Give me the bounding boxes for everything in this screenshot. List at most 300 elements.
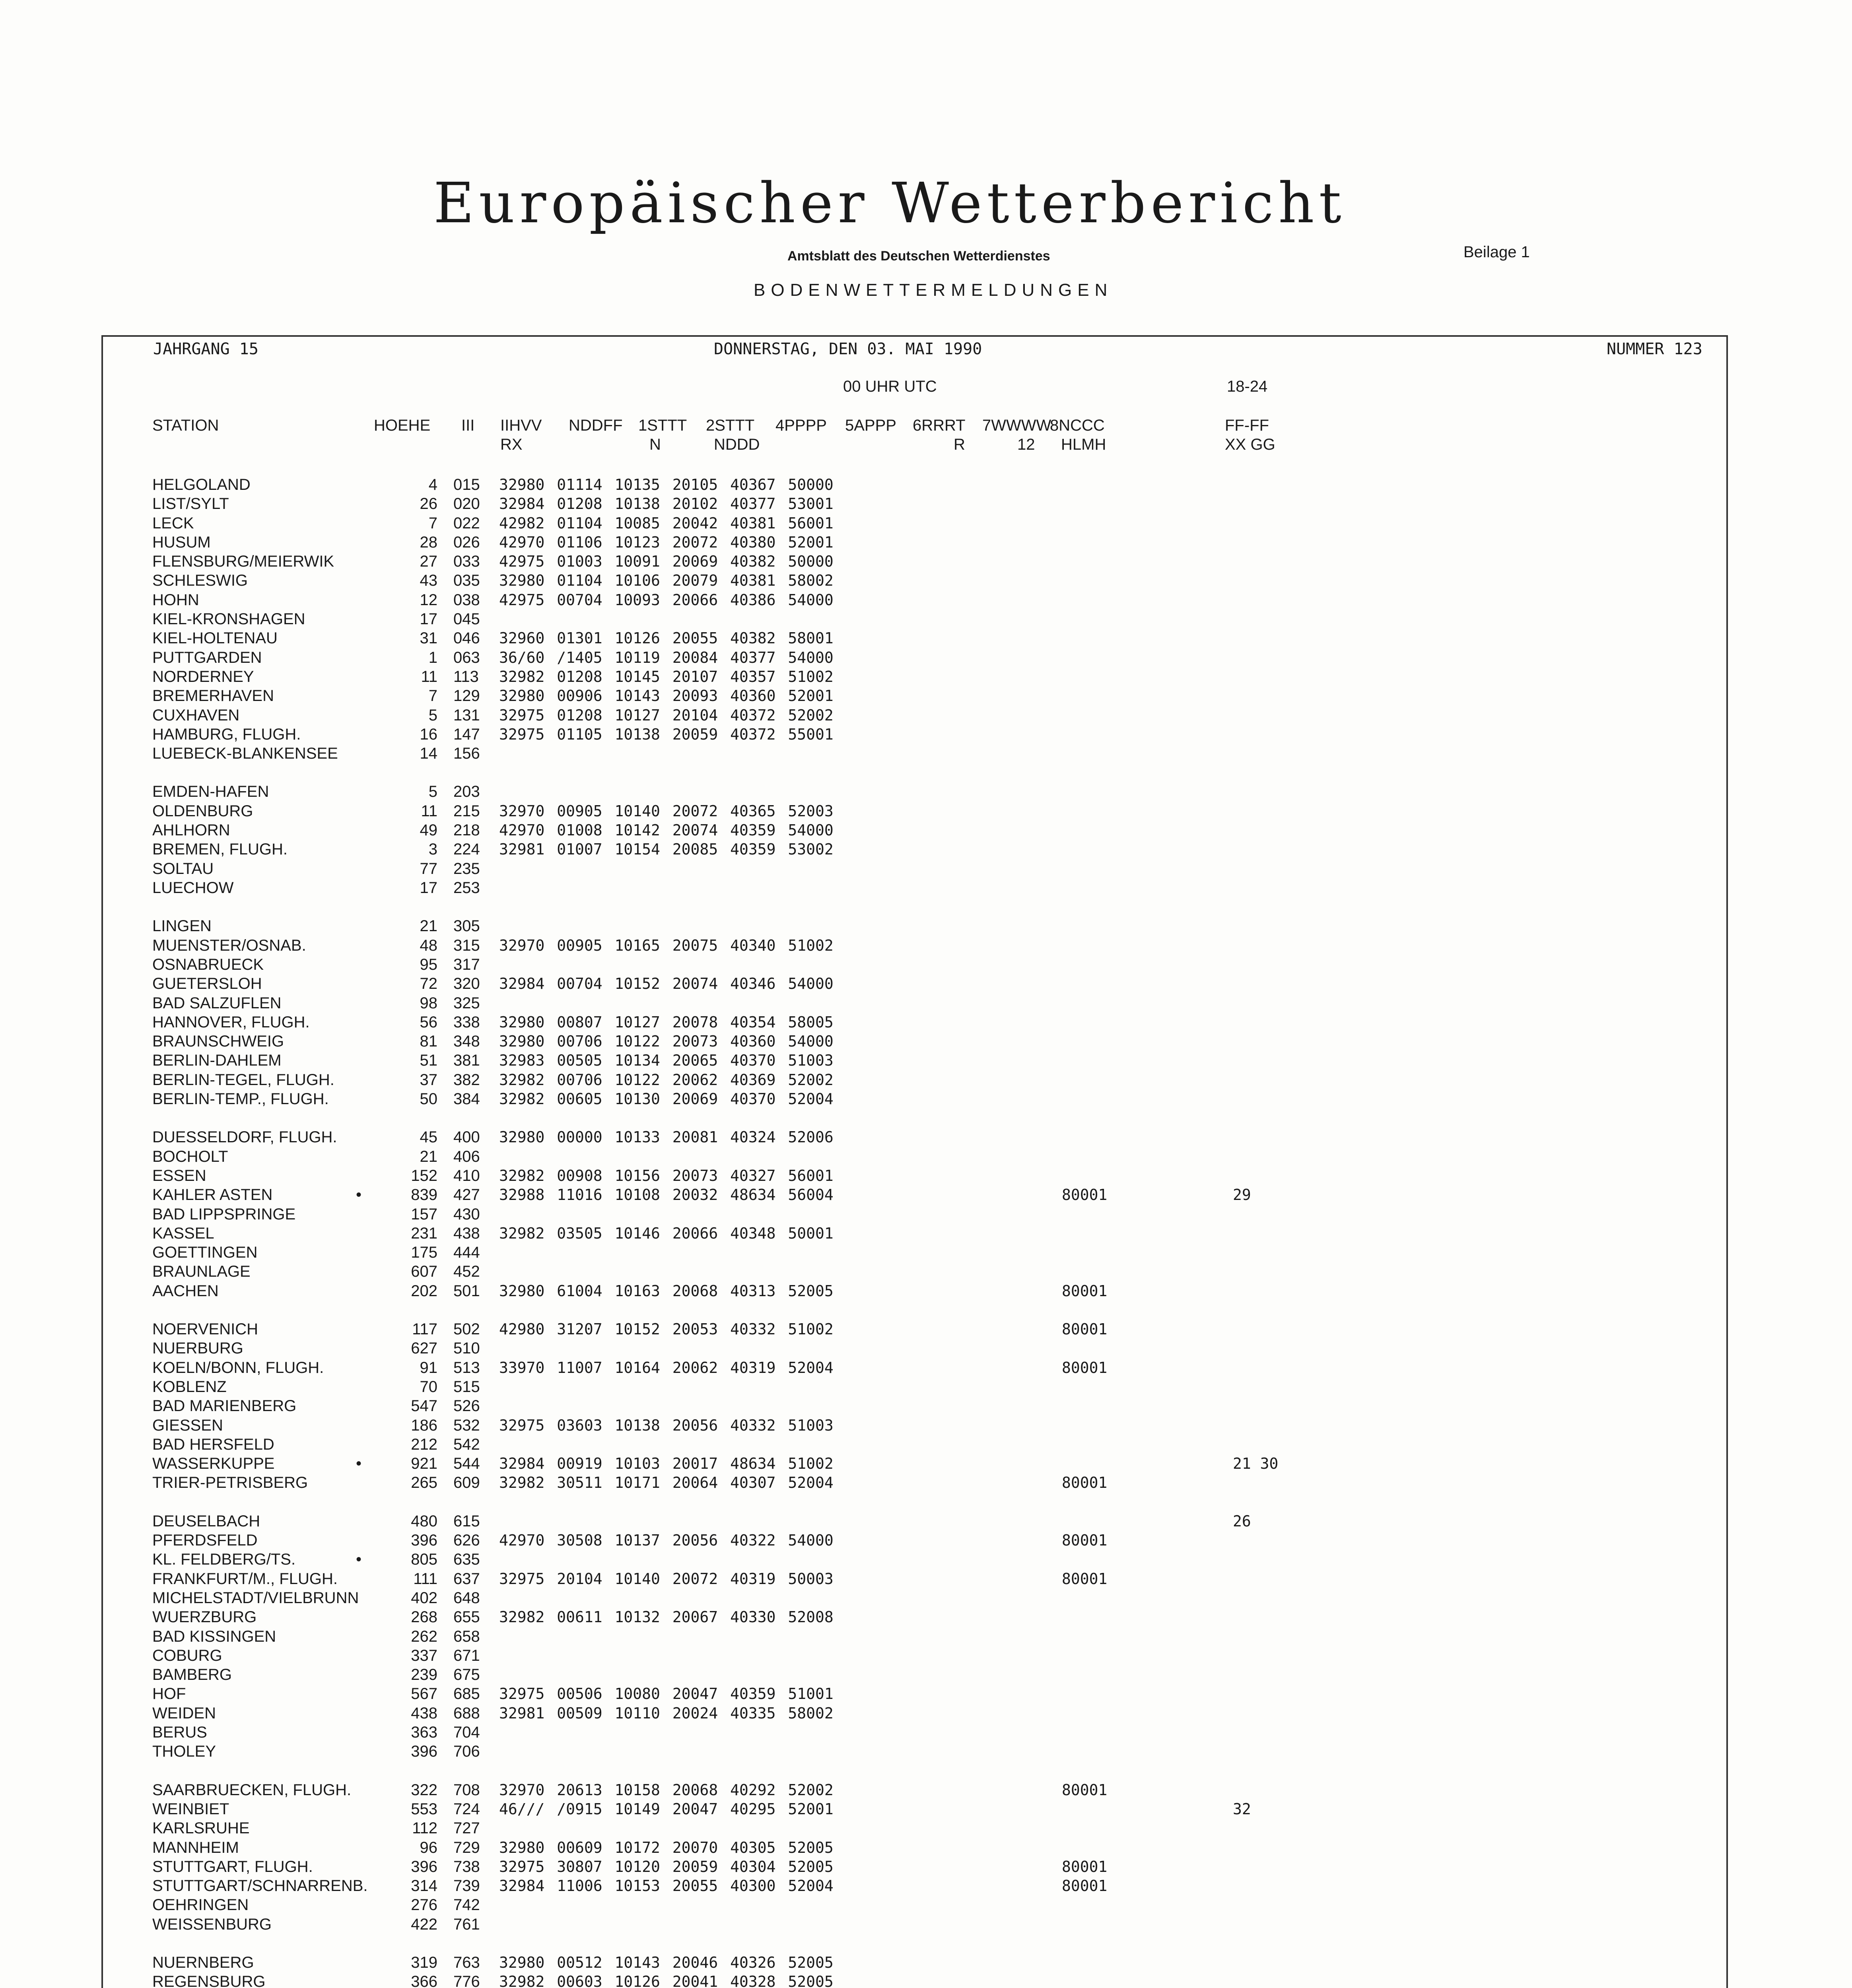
station-number: 742 [453,1896,480,1914]
jahrgang: JAHRGANG 15 [153,340,258,358]
station-name: KOBLENZ [152,1378,227,1396]
issue-number: NUMMER 123 [1607,340,1702,358]
synop-groups: 32982 00611 10132 20067 40330 52008 [499,1608,834,1626]
station-height: 28 [420,534,437,551]
station-height: 17 [420,610,437,628]
table-row [0,1166,1852,1185]
synop-groups: 32984 01208 10138 20102 40377 53001 [499,495,834,513]
station-number: 235 [453,860,480,878]
station-number: 685 [453,1685,480,1703]
table-row [0,1550,1852,1569]
station-number: 635 [453,1551,480,1568]
station-height: 319 [411,1954,437,1971]
col-hoehe: HOEHE [374,417,431,434]
station-name: BAD KISSINGEN [152,1628,276,1645]
synop-groups: 32982 00908 10156 20073 40327 56001 [499,1167,834,1184]
synop-groups: 42970 30508 10137 20056 40322 54000 [499,1532,834,1549]
station-number: 218 [453,821,480,839]
table-row [0,1915,1852,1934]
station-height: 157 [411,1206,437,1223]
station-height: 48 [420,937,437,954]
station-height: 81 [420,1033,437,1050]
synop-groups: 32981 00509 10110 20024 40335 58002 [499,1705,834,1722]
station-height: 396 [411,1532,437,1549]
station-number: 502 [453,1320,480,1338]
station-name: PUTTGARDEN [152,649,262,666]
station-number: 452 [453,1263,480,1280]
station-name: KARLSRUHE [152,1819,250,1837]
col-iihvv: IIHVV [500,417,542,434]
station-name: HELGOLAND [152,476,251,493]
station-number: 338 [453,1013,480,1031]
station-name: KAHLER ASTEN [152,1186,273,1204]
table-row [0,1665,1852,1684]
station-number: 320 [453,975,480,992]
table-row [0,1281,1852,1301]
station-name: WEIDEN [152,1705,216,1722]
station-height: 45 [420,1128,437,1146]
synop-groups: 42975 00704 10093 20066 40386 54000 [499,591,834,609]
station-number: 026 [453,534,480,551]
station-height: 112 [412,1819,437,1837]
station-number: 113 [453,668,479,685]
station-name: HUSUM [152,534,211,551]
station-height: 212 [411,1436,437,1453]
station-height: 16 [420,726,437,743]
col-nddff: NDDFF [569,417,623,434]
station-name: BAD SALZUFLEN [152,994,282,1012]
table-row [0,1953,1852,1972]
station-height: 51 [420,1052,437,1069]
table-row [0,1358,1852,1377]
station-height: 21 [420,1148,437,1165]
station-number: 315 [453,937,480,954]
station-name: MUENSTER/OSNAB. [152,937,306,954]
group-8nccc: 80001 [1062,1877,1108,1895]
station-name: BRAUNSCHWEIG [152,1033,284,1050]
table-row [0,648,1852,667]
station-number: 400 [453,1128,480,1146]
group-8nccc: 80001 [1062,1781,1108,1799]
synop-groups: 32970 20613 10158 20068 40292 52002 [499,1781,834,1799]
station-number: 129 [453,687,480,705]
station-height: 91 [420,1359,437,1376]
synop-groups: 32982 03505 10146 20066 40348 50001 [499,1225,834,1242]
gust-value: 29 [1233,1186,1251,1204]
table-row [0,1742,1852,1761]
synop-groups: 32982 01208 10145 20107 40357 51002 [499,668,834,685]
station-number: 724 [453,1800,480,1818]
station-height: 265 [411,1474,437,1491]
synop-groups: 32980 00512 10143 20046 40326 52005 [499,1954,834,1971]
table-row [0,1377,1852,1396]
col-hlmh: HLMH [1061,436,1106,453]
station-height: 839 [411,1186,437,1204]
col-n: N [649,436,661,453]
station-number: 438 [453,1225,480,1242]
station-name: NUERBURG [152,1340,243,1357]
table-row [0,552,1852,571]
station-number: 761 [453,1916,480,1933]
station-name: DEUSELBACH [152,1512,260,1530]
table-row [0,1051,1852,1070]
synop-groups: 32982 30511 10171 20064 40307 52004 [499,1474,834,1491]
station-number: 063 [453,649,480,666]
station-name: STUTTGART, FLUGH. [152,1858,313,1875]
table-row [0,1205,1852,1224]
station-number: 131 [453,707,480,724]
station-height: 7 [428,514,437,532]
group-8nccc: 80001 [1062,1474,1108,1491]
synop-groups: 32980 01114 10135 20105 40367 50000 [499,476,834,493]
station-number: 675 [453,1666,480,1683]
station-name: BERLIN-TEGEL, FLUGH. [152,1071,334,1089]
station-height: 366 [411,1973,437,1988]
col-12: 12 [1017,436,1035,453]
station-height: 175 [411,1244,437,1261]
station-number: 658 [453,1628,480,1645]
station-name: HOHN [152,591,199,609]
station-height: 7 [428,687,437,705]
gust-value: 26 [1233,1512,1251,1530]
station-height: 70 [420,1378,437,1396]
table-row [0,1876,1852,1895]
table-row [0,1147,1852,1166]
station-number: 224 [453,841,480,858]
synop-groups: 32975 01105 10138 20059 40372 55001 [499,726,834,743]
station-height: 186 [411,1417,437,1434]
table-row [0,936,1852,955]
station-height: 3 [428,841,437,858]
station-number: 427 [453,1186,480,1204]
table-row [0,1185,1852,1204]
station-number: 022 [453,514,480,532]
station-name: KIEL-KRONSHAGEN [152,610,305,628]
station-name: KIEL-HOLTENAU [152,629,278,647]
mountain-station-marker: • [356,1455,362,1472]
table-row [0,1569,1852,1588]
station-height: 239 [411,1666,437,1683]
table-row [0,1224,1852,1243]
station-number: 513 [453,1359,480,1376]
station-height: 262 [411,1628,437,1645]
station-height: 11 [421,668,437,685]
station-name: AACHEN [152,1282,219,1300]
station-name: KASSEL [152,1225,214,1242]
station-number: 727 [453,1819,480,1837]
station-number: 763 [453,1954,480,1971]
station-number: 526 [453,1397,480,1415]
table-row [0,802,1852,821]
station-name: WASSERKUPPE [152,1455,275,1472]
station-name: ESSEN [152,1167,206,1184]
col-2sttt: 2STTT [706,417,755,434]
station-number: 729 [453,1839,480,1856]
table-row [0,1473,1852,1492]
mountain-station-marker: • [356,1551,362,1568]
station-number: 045 [453,610,480,628]
station-name: SCHLESWIG [152,572,248,589]
group-8nccc: 80001 [1062,1186,1108,1204]
station-name: NUERNBERG [152,1954,254,1971]
station-name: OLDENBURG [152,802,253,820]
station-height: 921 [411,1455,437,1472]
station-height: 77 [420,860,437,878]
synop-groups: 32980 01104 10106 20079 40381 58002 [499,572,834,589]
table-row [0,1339,1852,1358]
station-name: MANNHEIM [152,1839,239,1856]
station-number: 671 [453,1647,480,1664]
table-row [0,744,1852,763]
station-name: TRIER-PETRISBERG [152,1474,308,1491]
col-station: STATION [152,417,219,434]
station-name: LUEBECK-BLANKENSEE [152,745,338,762]
table-row [0,725,1852,744]
table-row [0,916,1852,936]
table-row [0,1704,1852,1723]
table-row [0,1032,1852,1051]
table-row [0,610,1852,629]
station-height: 396 [411,1858,437,1875]
station-height: 12 [420,591,437,609]
station-name: BOCHOLT [152,1148,228,1165]
station-height: 98 [420,994,437,1012]
table-row [0,859,1852,878]
table-row [0,533,1852,552]
report-date: DONNERSTAG, DEN 03. MAI 1990 [714,340,982,358]
station-number: 046 [453,629,480,647]
synop-groups: 32970 00905 10165 20075 40340 51002 [499,937,834,954]
station-name: OEHRINGEN [152,1896,249,1914]
synop-groups: 32982 00706 10122 20062 40369 52002 [499,1071,834,1089]
period-label: 18-24 [1227,378,1268,395]
station-height: 1 [428,649,437,666]
station-name: SAARBRUECKEN, FLUGH. [152,1781,352,1799]
gust-value: 32 [1233,1800,1251,1818]
station-number: 406 [453,1148,480,1165]
station-name: OSNABRUECK [152,956,264,973]
station-number: 382 [453,1071,480,1089]
synop-groups: 32980 00807 10127 20078 40354 58005 [499,1013,834,1031]
station-number: 648 [453,1589,480,1607]
station-number: 147 [453,726,480,743]
station-name: BREMERHAVEN [152,687,274,705]
station-height: 49 [420,821,437,839]
station-name: LINGEN [152,917,212,935]
table-row [0,590,1852,610]
station-height: 4 [428,476,437,493]
station-height: 31 [420,629,437,647]
synop-groups: 42982 01104 10085 20042 40381 56001 [499,514,834,532]
station-number: 510 [453,1340,480,1357]
synop-groups: 46/// /0915 10149 20047 40295 52001 [499,1800,834,1818]
station-height: 14 [420,745,437,762]
station-name: LECK [152,514,194,532]
synop-groups: 32980 00706 10122 20073 40360 54000 [499,1033,834,1050]
table-row [0,1723,1852,1742]
station-name: BAMBERG [152,1666,232,1683]
table-row [0,1435,1852,1454]
station-height: 21 [420,917,437,935]
station-name: REGENSBURG [152,1973,266,1988]
table-row [0,1780,1852,1800]
table-row [0,1646,1852,1665]
station-number: 253 [453,879,480,897]
synop-groups: 32960 01301 10126 20055 40382 58001 [499,629,834,647]
station-height: 202 [411,1282,437,1300]
station-height: 438 [411,1705,437,1722]
time-label: 00 UHR UTC [843,378,937,395]
station-name: BERLIN-TEMP., FLUGH. [152,1090,329,1108]
station-name: WUERZBURG [152,1608,257,1626]
synop-groups: 32984 11006 10153 20055 40300 52004 [499,1877,834,1895]
synop-groups: 42970 01008 10142 20074 40359 54000 [499,821,834,839]
station-number: 637 [453,1570,480,1588]
section-title: BODENWETTERMELDUNGEN [754,280,1113,300]
station-height: 5 [428,783,437,800]
station-number: 609 [453,1474,480,1491]
station-height: 276 [411,1896,437,1914]
station-height: 627 [411,1340,437,1357]
station-height: 314 [411,1877,437,1895]
station-number: 615 [453,1512,480,1530]
station-name: BREMEN, FLUGH. [152,841,288,858]
col-6rrrt: 6RRRT [913,417,966,434]
synop-groups: 32980 00906 10143 20093 40360 52001 [499,687,834,705]
station-name: NORDERNEY [152,668,254,685]
synop-groups: 32975 00506 10080 20047 40359 51001 [499,1685,834,1703]
table-row [0,667,1852,686]
station-number: 655 [453,1608,480,1626]
synop-groups: 32984 00919 10103 20017 48634 51002 [499,1455,834,1472]
station-number: 325 [453,994,480,1012]
station-name: STUTTGART/SCHNARRENB. [152,1877,368,1895]
station-name: GOETTINGEN [152,1244,258,1261]
station-number: 738 [453,1858,480,1875]
station-number: 501 [453,1282,480,1300]
table-row [0,571,1852,590]
col-4pppp: 4PPPP [775,417,827,434]
station-number: 215 [453,802,480,820]
synop-groups: 32982 00605 10130 20069 40370 52004 [499,1090,834,1108]
station-number: 348 [453,1033,480,1050]
station-number: 704 [453,1724,480,1741]
station-number: 384 [453,1090,480,1108]
table-row [0,1627,1852,1646]
station-name: SOLTAU [152,860,214,878]
table-row [0,1243,1852,1262]
group-8nccc: 80001 [1062,1858,1108,1875]
station-height: 5 [428,707,437,724]
col-nddd: NDDD [714,436,760,453]
col-1sttt: 1STTT [638,417,687,434]
station-name: THOLEY [152,1743,216,1760]
station-height: 231 [411,1225,437,1242]
station-number: 706 [453,1743,480,1760]
mountain-station-marker: • [356,1186,362,1204]
col-ffff: FF-FF [1225,417,1269,434]
table-row [0,878,1852,897]
synop-groups: 36/60 /1405 10119 20084 40377 54000 [499,649,834,666]
station-number: 444 [453,1244,480,1261]
station-height: 17 [420,879,437,897]
synop-groups: 42980 31207 10152 20053 40332 51002 [499,1320,834,1338]
station-name: BAD MARIENBERG [152,1397,297,1415]
col-xxgg: XX GG [1225,436,1275,453]
station-name: HAMBURG, FLUGH. [152,726,301,743]
synop-groups: 32975 03603 10138 20056 40332 51003 [499,1417,834,1434]
table-row [0,1857,1852,1876]
table-row [0,1607,1852,1627]
station-height: 43 [420,572,437,589]
station-name: GIESSEN [152,1417,223,1434]
table-row [0,1396,1852,1415]
table-row [0,782,1852,801]
station-height: 50 [420,1090,437,1108]
station-height: 402 [411,1589,437,1607]
station-name: COBURG [152,1647,222,1664]
subtitle: Amtsblatt des Deutschen Wetterdienstes [787,248,1050,264]
station-number: 015 [453,476,480,493]
station-name: BERLIN-DAHLEM [152,1052,282,1069]
station-name: EMDEN-HAFEN [152,783,269,800]
col-5appp: 5APPP [845,417,896,434]
station-name: DUESSELDORF, FLUGH. [152,1128,337,1146]
table-row [0,994,1852,1013]
station-height: 27 [420,553,437,570]
station-name: BRAUNLAGE [152,1263,251,1280]
station-height: 607 [411,1263,437,1280]
col-7wwww: 7WWWW [982,417,1051,434]
table-row [0,974,1852,993]
station-name: PFERDSFELD [152,1532,258,1549]
station-number: 542 [453,1436,480,1453]
table-row [0,629,1852,648]
synop-groups: 32975 20104 10140 20072 40319 50003 [499,1570,834,1588]
station-number: 203 [453,783,480,800]
station-number: 739 [453,1877,480,1895]
synop-groups: 32982 00603 10126 20041 40328 52005 [499,1973,834,1988]
station-height: 95 [420,956,437,973]
table-row [0,1588,1852,1607]
station-height: 805 [411,1551,437,1568]
station-height: 111 [413,1570,437,1588]
synop-groups: 42970 01106 10123 20072 40380 52001 [499,534,834,551]
station-height: 96 [420,1839,437,1856]
group-8nccc: 80001 [1062,1570,1108,1588]
station-name: CUXHAVEN [152,707,240,724]
synop-groups: 33970 11007 10164 20062 40319 52004 [499,1359,834,1376]
synop-groups: 32970 00905 10140 20072 40365 52003 [499,802,834,820]
station-number: 038 [453,591,480,609]
station-number: 776 [453,1973,480,1988]
station-height: 480 [411,1512,437,1530]
station-height: 553 [411,1800,437,1818]
group-8nccc: 80001 [1062,1532,1108,1549]
station-height: 567 [411,1685,437,1703]
station-number: 688 [453,1705,480,1722]
station-height: 322 [411,1781,437,1799]
synop-groups: 32980 00609 10172 20070 40305 52005 [499,1839,834,1856]
station-name: BERUS [152,1724,207,1741]
table-row [0,955,1852,974]
station-number: 033 [453,553,480,570]
table-row [0,1262,1852,1281]
station-name: BAD LIPPSPRINGE [152,1206,296,1223]
station-number: 020 [453,495,480,513]
station-number: 626 [453,1532,480,1549]
station-name: FLENSBURG/MEIERWIK [152,553,334,570]
